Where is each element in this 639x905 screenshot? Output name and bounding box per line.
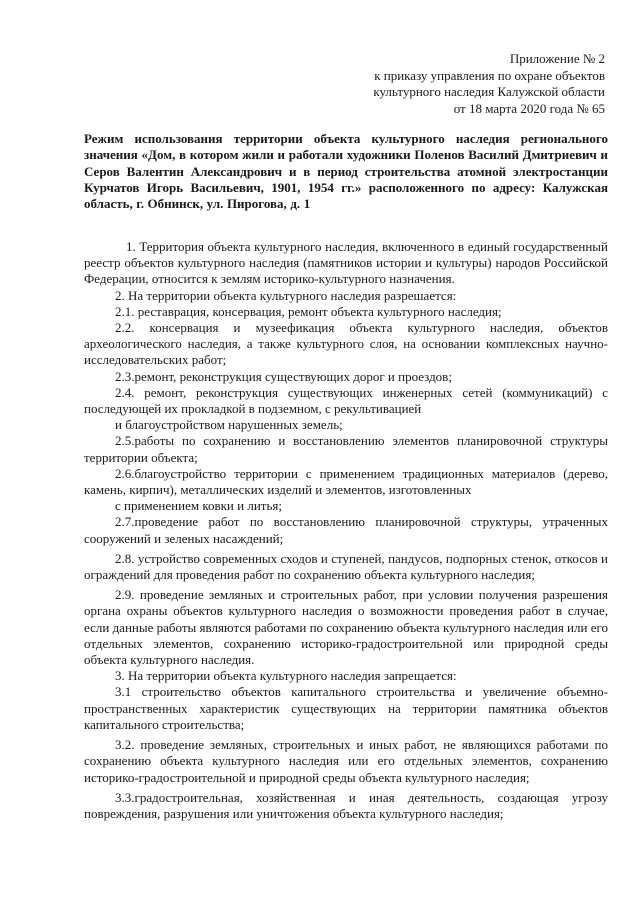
paragraph-2-2: 2.2. консервация и музеефикация объекта культурного наследия, объектов археологического наследия, а также культурного слоя, на основании комплексных научно-исследовательских работ; xyxy=(84,320,608,368)
paragraph-2-4: 2.4. ремонт, реконструкция существующих инженерных сетей (коммуникаций) с последующей их прокладкой в подземном, с рекультивацией xyxy=(84,384,608,417)
annex-line-2: к приказу управления по охране объектов xyxy=(374,67,605,83)
paragraph-2-7: 2.7.проведение работ по восстановлению планировочной структуры, утраченных сооружений и зеленых насаждений; xyxy=(84,514,608,546)
annex-header xyxy=(373,51,605,117)
paragraph-2-4-cont: и благоустройством нарушенных земель; xyxy=(115,417,343,433)
paragraph-3-1: 3.1 строительство объектов капитального строительства и увеличение объемно-пространственных характеристик существующих на территории памятника объектов капитального строительства; xyxy=(84,684,608,732)
paragraph-2-9: 2.9. проведение земляных и строительных работ, при условии получения разрешения органа охраны объектов культурного наследия о возможности проведения работ в случае, если данные работы являются работами по сохранению объекта культурного наследия или его отдельных элементов, сохранению историко-градостроительной или природной среды объекта культурного наследия. xyxy=(84,587,608,668)
paragraph-2-8: 2.8. устройство современных сходов и ступеней, пандусов, подпорных стенок, откосов и ограждений для проведения работ по сохранению объекта культурного наследия; xyxy=(84,550,608,583)
paragraph-2-5: 2.5.работы по сохранению и восстановлению элементов планировочной структуры территории объекта; xyxy=(84,433,608,465)
annex-line-3: культурного наследия Калужской области xyxy=(373,84,605,100)
paragraph-2: 2. На территории объекта культурного наследия разрешается: xyxy=(115,287,457,303)
paragraph-2-6-cont: с применением ковки и литья; xyxy=(115,498,282,514)
document-body xyxy=(84,239,608,822)
paragraph-3-3: 3.3.градостроительная, хозяйственная и иная деятельность, создающая угрозу повреждения, разрушения или уничтожения объекта культурного наследия; xyxy=(84,789,608,821)
paragraph-2-3: 2.3.ремонт, реконструкция существующих дорог и проездов; xyxy=(115,368,452,384)
paragraph-1: 1. Территория объекта культурного наследия, включенного в единый государственный реестр объектов культурного наследия (памятников истории и культуры) народов Российской Федерации, относится к землям историко-культурного назначения. xyxy=(84,239,608,287)
document-title: Режим использования территории объекта культурного наследия регионального значения «Дом, в котором жили и работали художники Поленов Василий Дмитриевич и Серов Валентин Александрович и в период строительства атомной электростанции Курчатов Игорь Васильевич, 1901, 1954 гг.» расположенного по адресу: Калужская область, г. Обнинск, ул. Пирогова, д. 1 xyxy=(84,131,608,212)
annex-line-4: от 18 марта 2020 года № 65 xyxy=(453,100,605,116)
annex-line-1: Приложение № 2 xyxy=(509,51,605,66)
paragraph-3: 3. На территории объекта культурного наследия запрещается: xyxy=(115,668,457,684)
paragraph-2-1: 2.1. реставрация, консервация, ремонт объекта культурного наследия; xyxy=(115,303,502,319)
paragraph-2-6: 2.6.благоустройство территории с применением традиционных материалов (дерево, камень, кирпич), металлических изделий и элементов, изготовленных xyxy=(84,465,608,498)
paragraph-3-2: 3.2. проведение земляных, строительных и иных работ, не являющихся работами по сохранению объекта культурного наследия или его отдельных элементов, сохранению историко-градостроительной и природной среды объекта культурного наследия; xyxy=(84,737,608,785)
